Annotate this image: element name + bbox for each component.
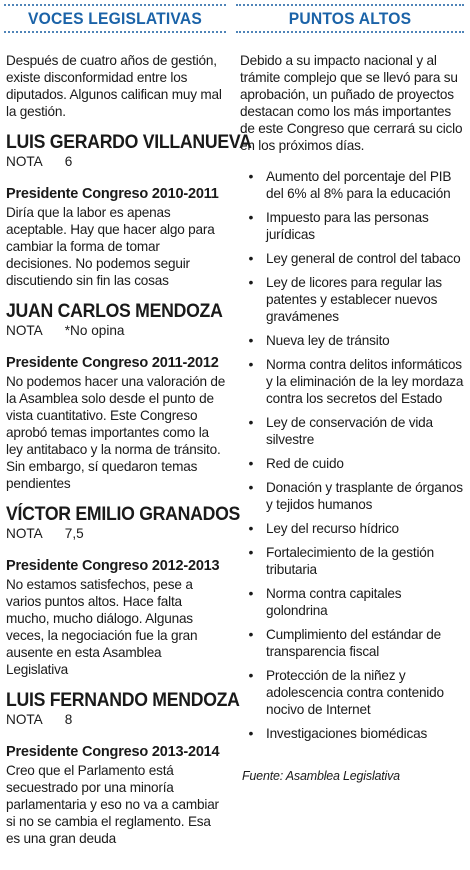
bullet-icon: • [248, 356, 254, 372]
list-item [236, 356, 464, 407]
list-item [236, 274, 464, 325]
person-nota [6, 712, 226, 728]
list-item [236, 544, 464, 578]
list-item [236, 479, 464, 513]
bullet-icon: • [248, 455, 254, 471]
bullet-icon: • [248, 585, 254, 601]
voces-header: VOCES LEGISLATIVAS [28, 9, 202, 28]
nota-grade: 8 [64, 712, 73, 727]
list-item-text: Impuesto para las personas jurídicas [266, 210, 429, 242]
person-statement: Creo que el Parlamento está secuestrado por una minoría parlamentaria y eso no va a cambiar si no se cambia el reglamento. Esa es una gran deuda [6, 763, 219, 846]
bullet-icon: • [248, 209, 254, 225]
bullet-icon: • [248, 520, 254, 536]
puntos-header-block [236, 0, 464, 36]
list-item-text: Cumplimiento del estándar de transparencia fiscal [266, 627, 441, 659]
bullet-icon: • [248, 332, 254, 348]
person-block [4, 690, 240, 847]
person-block [4, 132, 252, 289]
list-item-text: Ley del recurso hídrico [266, 521, 399, 536]
puntos-header: PUNTOS ALTOS [288, 9, 412, 28]
bullet-icon: • [248, 250, 254, 266]
dotted-rule-top [4, 4, 226, 6]
list-item [236, 626, 464, 660]
person-nota [6, 323, 226, 339]
list-item-text: Aumento del porcentaje del PIB del 6% al 8% para la educación [266, 169, 452, 201]
list-item [236, 725, 464, 742]
person-name: JUAN CARLOS MENDOZA [6, 301, 223, 322]
source-note: Fuente: Asamblea Legislativa [242, 769, 400, 783]
list-item-text: Donación y trasplante de órganos y tejidos humanos [266, 480, 463, 512]
list-item-text: Fortalecimiento de la gestión tributaria [266, 545, 434, 577]
list-item-text: Protección de la niñez y adolescencia contra contenido nocivo de Internet [266, 668, 444, 717]
list-item [236, 667, 464, 718]
person-role: Presidente Congreso 2010-2011 [6, 186, 219, 202]
list-item [236, 332, 464, 349]
list-item [236, 414, 464, 448]
bullet-icon: • [248, 667, 254, 683]
nota-label: NOTA [6, 526, 43, 541]
puntos-intro: Debido a su impacto nacional y al trámite complejo que se llevó para su aprobación, un puñado de proyectos destacan como los más importantes de este Congreso que cerrará su ciclo en los próximos días. [240, 53, 463, 153]
person-nota [6, 526, 226, 542]
nota-grade: 7,5 [64, 526, 84, 541]
bullet-icon: • [248, 725, 254, 741]
puntos-altos-column [236, 0, 464, 785]
person-name: VÍCTOR EMILIO GRANADOS [6, 504, 241, 525]
person-name: LUIS GERARDO VILLANUEVA [6, 132, 252, 153]
list-item-text: Norma contra delitos informáticos y la eliminación de la ley mordaza contra los secretos del Estado [266, 357, 464, 406]
bullet-icon: • [248, 626, 254, 642]
nota-label: NOTA [6, 323, 43, 338]
list-item [236, 455, 464, 472]
bullet-icon: • [248, 544, 254, 560]
list-item [236, 250, 464, 267]
list-item-text: Ley de conservación de vida silvestre [266, 415, 433, 447]
list-item-text: Ley general de control del tabaco [266, 251, 461, 266]
bullet-icon: • [248, 414, 254, 430]
person-nota [6, 154, 226, 170]
voces-header-block [4, 0, 226, 36]
list-item-text: Ley de licores para regular las patentes y establecer nuevos gravámenes [266, 275, 442, 324]
list-item [236, 168, 464, 202]
voces-intro: Después de cuatro años de gestión, existe disconformidad entre los diputados. Algunos califican muy mal la gestión. [6, 53, 222, 119]
voces-legislativas-column [4, 0, 252, 847]
person-statement: No podemos hacer una valoración de la Asamblea solo desde el punto de vista cuantitativo. Este Congreso aprobó temas importantes como la ley antitabaco y la norma de tránsito. Sin embargo, sí quedaron temas pendientes [6, 374, 226, 491]
nota-grade: 6 [64, 154, 73, 169]
person-role: Presidente Congreso 2011-2012 [6, 355, 219, 371]
bullet-icon: • [248, 274, 254, 290]
dotted-rule-bottom [236, 31, 464, 33]
person-statement: No estamos satisfechos, pese a varios puntos altos. Hace falta mucho, mucho diálogo. Algunas veces, la negociación fue la gran ausente en esta Asamblea Legislativa [6, 577, 198, 677]
person-block [4, 301, 226, 492]
list-item [236, 209, 464, 243]
list-item-text: Norma contra capitales golondrina [266, 586, 402, 618]
person-statement: Diría que la labor es apenas aceptable. Hay que hacer algo para cambiar la forma de tomar decisiones. No podemos seguir discutiendo sin fin las cosas [6, 205, 215, 288]
list-item [236, 585, 464, 619]
list-item-text: Nueva ley de tránsito [266, 333, 390, 348]
person-role: Presidente Congreso 2012-2013 [6, 558, 220, 574]
list-item-text: Investigaciones biomédicas [266, 726, 428, 741]
dotted-rule-top [236, 4, 464, 6]
person-role: Presidente Congreso 2013-2014 [6, 744, 220, 760]
bullet-icon: • [248, 479, 254, 495]
bullet-icon: • [248, 168, 254, 184]
nota-label: NOTA [6, 712, 43, 727]
person-block [4, 504, 241, 678]
nota-grade: *No opina [64, 323, 125, 338]
dotted-rule-bottom [4, 31, 226, 33]
nota-label: NOTA [6, 154, 43, 169]
list-item [236, 520, 464, 537]
list-item-text: Red de cuido [266, 456, 344, 471]
highlights-list [236, 168, 464, 742]
person-name: LUIS FERNANDO MENDOZA [6, 690, 240, 711]
